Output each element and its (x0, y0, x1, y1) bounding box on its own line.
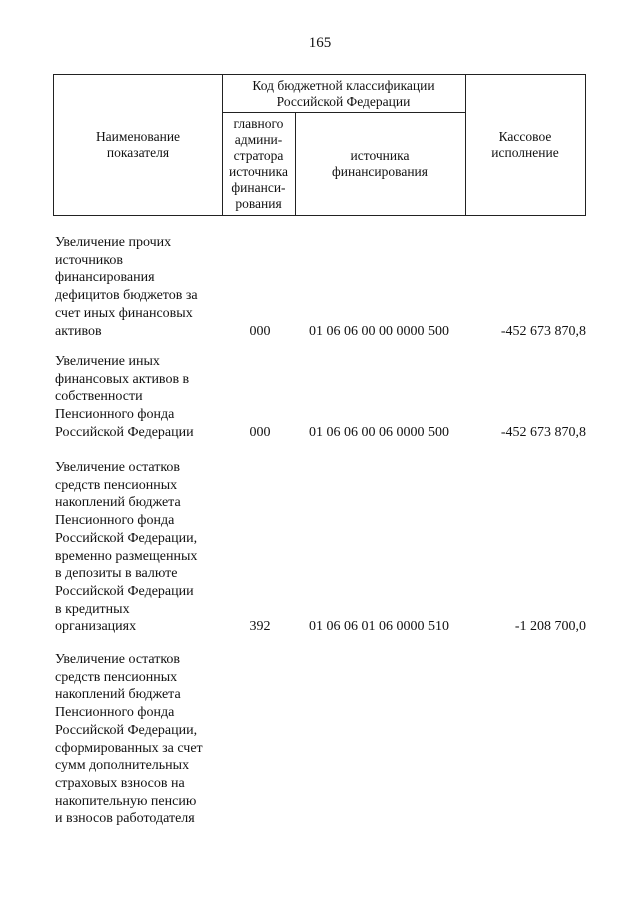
header-code-line: Российской Федерации (276, 94, 411, 109)
row-name-line: накоплений бюджета (55, 495, 181, 511)
row-name-line: Пенсионного фонда (55, 705, 175, 721)
header-amount-line: Кассовое (498, 129, 552, 144)
row-name-line: сформированных за счет (55, 740, 203, 756)
header-admin-line: финанси- (231, 180, 286, 195)
row-admin-code: 000 (249, 323, 271, 339)
row-name-line: Российской Федерации, (55, 722, 198, 738)
row-name-line: дефицитов бюджетов за (55, 288, 198, 304)
table-header (53, 74, 586, 216)
header-source-line: источника (350, 148, 410, 163)
row-name-line: Увеличение прочих (55, 235, 172, 250)
row-name-line: Пенсионного фонда (55, 407, 175, 423)
header-amount-line: исполнение (491, 145, 559, 160)
row-name (55, 234, 225, 340)
row-amount: -452 673 870,8 (500, 424, 586, 440)
row-name-line: финансовых активов в (55, 371, 190, 387)
header-amount-column (465, 75, 585, 215)
row-name-line: финансирования (55, 270, 155, 286)
row-name-line: средств пенсионных (55, 477, 178, 493)
header-admin-line: админи- (234, 132, 283, 147)
row-name-line: накопительную пенсию (55, 793, 197, 809)
header-source-column (295, 113, 465, 215)
row-name (55, 353, 225, 442)
header-admin-line: стратора (233, 148, 284, 163)
row-name-line: в кредитных (55, 601, 130, 617)
header-admin-column (222, 113, 295, 215)
row-name-line: счет иных финансовых (55, 305, 193, 321)
header-name-column (54, 75, 222, 215)
header-source-line: финансирования (332, 164, 428, 179)
header-admin-line: рования (235, 196, 282, 211)
row-name-line: источников (55, 252, 124, 268)
row-name-line: временно размещенных (55, 548, 198, 564)
header-admin-line: источника (229, 164, 288, 179)
row-name-line: Российской Федерации (55, 583, 194, 599)
row-source-code: 01 06 06 01 06 0000 510 (309, 619, 449, 635)
header-name-line: Наименование (95, 129, 181, 144)
row-source-code: 01 06 06 00 00 0000 500 (309, 323, 449, 339)
row-name-line: активов (55, 323, 102, 339)
row-name-line: Российской Федерации, (55, 530, 198, 546)
row-name-line: Увеличение остатков (55, 460, 181, 475)
row-name-line: накоплений бюджета (55, 687, 181, 703)
row-name-line: в депозиты в валюте (55, 566, 178, 582)
row-admin-code: 000 (249, 424, 271, 440)
header-code-line: Код бюджетной классификации (252, 78, 435, 93)
header-admin-line: главного (233, 116, 284, 131)
row-amount: -452 673 870,8 (500, 323, 586, 339)
row-name-line: страховых взносов на (55, 775, 185, 791)
row-source-code: 01 06 06 00 06 0000 500 (309, 424, 449, 440)
row-name-line: Российской Федерации (55, 424, 194, 440)
row-name-line: организациях (55, 619, 137, 635)
row-name-line: и взносов работодателя (55, 811, 195, 827)
header-name-line: показателя (106, 145, 170, 160)
row-name-line: Увеличение остатков (55, 652, 181, 667)
row-name (55, 459, 225, 636)
row-name (55, 651, 225, 828)
row-name-line: Пенсионного фонда (55, 513, 175, 529)
page-number: 165 (308, 35, 332, 51)
row-name-line: Увеличение иных (55, 354, 160, 369)
header-code-group (222, 77, 465, 111)
row-amount: -1 208 700,0 (514, 619, 586, 635)
row-admin-code: 392 (249, 619, 271, 635)
row-name-line: сумм дополнительных (55, 758, 190, 774)
row-name-line: средств пенсионных (55, 669, 178, 685)
row-name-line: собственности (55, 389, 143, 405)
